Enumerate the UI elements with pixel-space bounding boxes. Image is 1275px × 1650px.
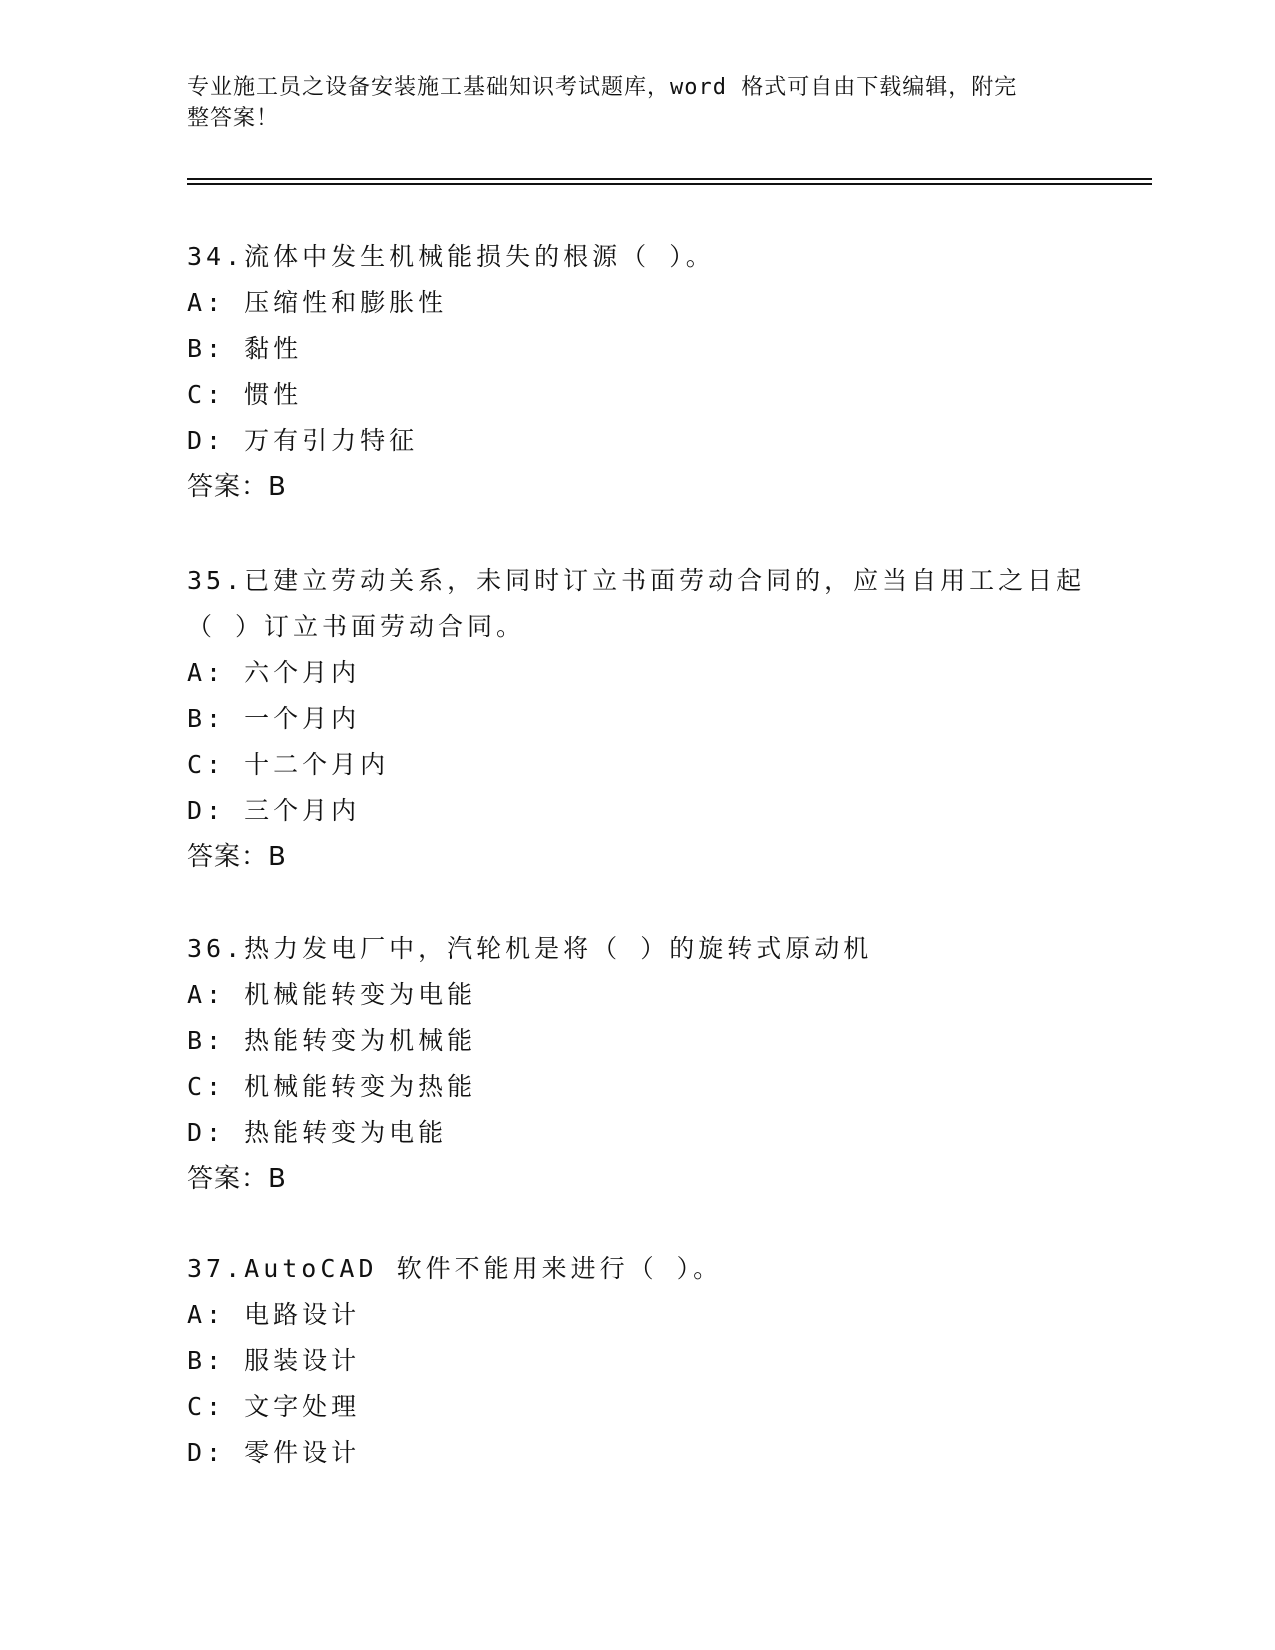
option-d: D: 热能转变为电能 <box>187 1118 448 1147</box>
question-36 <box>187 926 1087 1202</box>
option-b: B: 黏性 <box>187 334 303 363</box>
question-stem: 37.AutoCAD 软件不能用来进行（ ）。 <box>187 1254 723 1283</box>
option-a: A: 机械能转变为电能 <box>187 980 477 1009</box>
option-c: C: 机械能转变为热能 <box>187 1072 477 1101</box>
header-divider-bottom <box>187 183 1152 185</box>
option-d: D: 万有引力特征 <box>187 426 419 455</box>
option-c: C: 十二个月内 <box>187 750 390 779</box>
answer-line: 答案：B <box>187 842 287 872</box>
option-a: A: 压缩性和膨胀性 <box>187 288 448 317</box>
answer-line: 答案：B <box>187 1164 287 1194</box>
option-b: B: 一个月内 <box>187 704 361 733</box>
option-b: B: 热能转变为机械能 <box>187 1026 477 1055</box>
option-d: D: 三个月内 <box>187 796 361 825</box>
question-34 <box>187 234 1087 510</box>
question-stem: 36.热力发电厂中，汽轮机是将（ ）的旋转式原动机 <box>187 934 873 963</box>
question-37 <box>187 1246 1087 1476</box>
option-a: A: 电路设计 <box>187 1300 361 1329</box>
header-line-1: 专业施工员之设备安装施工基础知识考试题库，word 格式可自由下载编辑，附完 <box>187 75 1018 100</box>
question-stem: 34.流体中发生机械能损失的根源（ ）。 <box>187 242 715 271</box>
option-b: B: 服装设计 <box>187 1346 361 1375</box>
option-a: A: 六个月内 <box>187 658 361 687</box>
header-divider-top <box>187 178 1152 180</box>
question-stem: 35.已建立劳动关系，未同时订立书面劳动合同的，应当自用工之日起（ ）订立书面劳动合同。 <box>187 566 1086 641</box>
header-line-2: 整答案！ <box>187 106 280 131</box>
option-d: D: 零件设计 <box>187 1438 361 1467</box>
option-c: C: 文字处理 <box>187 1392 361 1421</box>
document-header <box>187 72 1067 134</box>
option-c: C: 惯性 <box>187 380 303 409</box>
question-35 <box>187 558 1087 880</box>
answer-line: 答案：B <box>187 472 287 502</box>
